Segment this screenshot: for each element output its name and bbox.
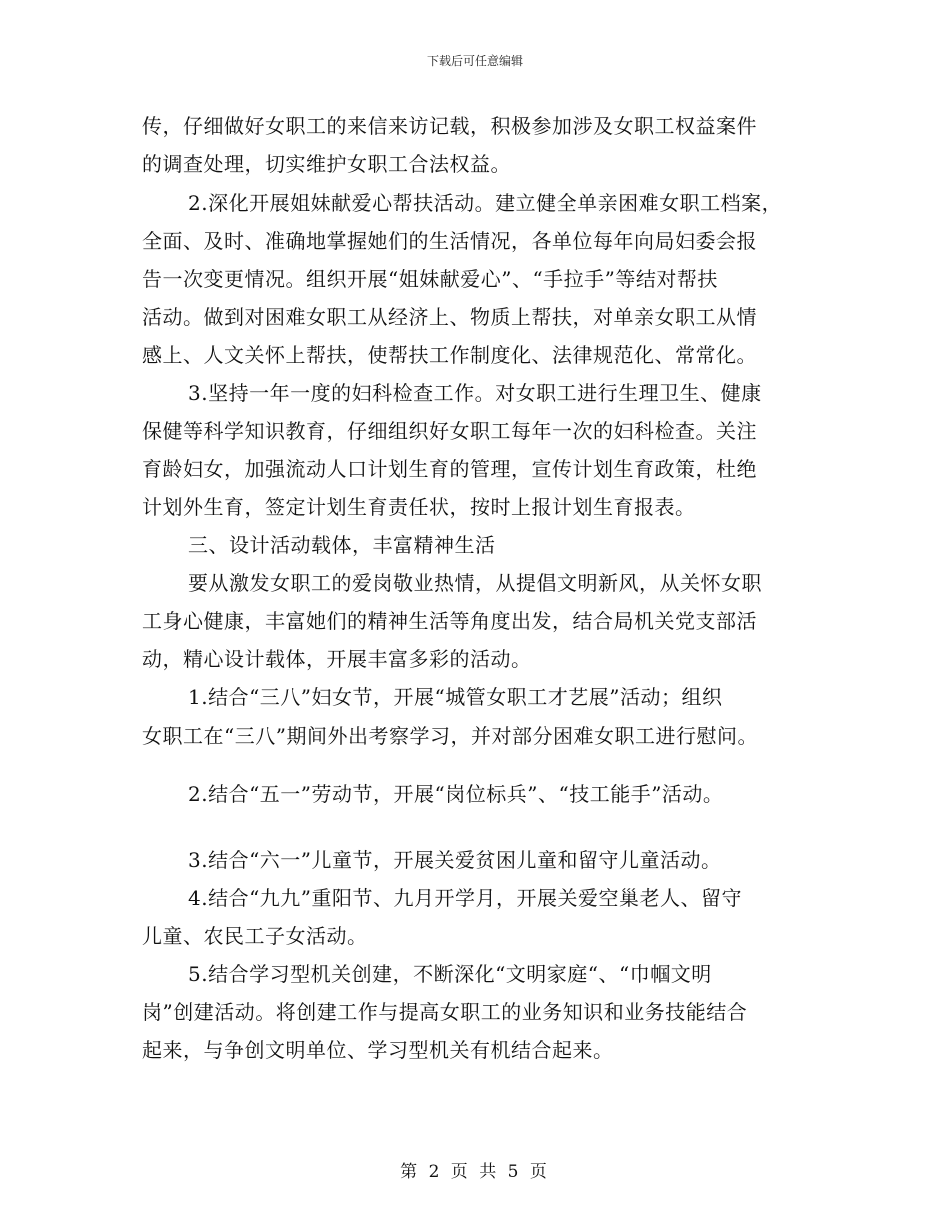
body-line: 1.结合“三八”妇女节，开展“城管女职工才艺展”活动；组织 bbox=[188, 685, 723, 709]
body-line: 保健等科学知识教育，仔细组织好女职工每年一次的妇科检查。关注 bbox=[142, 419, 757, 443]
body-line: 计划外生育，签定计划生育责任状，按时上报计划生育报表。 bbox=[142, 495, 696, 519]
section-heading: 三、设计活动载体，丰富精神生活 bbox=[188, 533, 496, 557]
body-line: 工身心健康，丰富她们的精神生活等角度出发，结合局机关党支部活 bbox=[142, 609, 757, 633]
body-line: 告一次变更情况。组织开展“姐妹献爱心”、“手拉手”等结对帮扶 bbox=[142, 267, 718, 291]
body-line: 2.结合“五一”劳动节，开展“岗位标兵”、“技工能手”活动。 bbox=[188, 782, 724, 806]
body-line: 的调查处理，切实维护女职工合法权益。 bbox=[142, 152, 511, 176]
page-footer: 第 2 页 共 5 页 bbox=[400, 1162, 550, 1182]
body-line: 3.结合“六一”儿童节，开展关爱贫困儿童和留守儿童活动。 bbox=[188, 848, 722, 872]
body-line: 活动。做到对困难女职工从经济上、物质上帮扶，对单亲女职工从情 bbox=[142, 305, 757, 329]
body-line: 感上、人文关怀上帮扶，使帮扶工作制度化、法律规范化、常常化。 bbox=[142, 343, 757, 367]
body-line: 岗”创建活动。将创建工作与提高女职工的业务知识和业务技能结合 bbox=[142, 1000, 748, 1024]
body-line: 传，仔细做好女职工的来信来访记载，积极参加涉及女职工权益案件 bbox=[142, 114, 757, 138]
body-line: 起来，与争创文明单位、学习型机关有机结合起来。 bbox=[142, 1038, 614, 1062]
body-line: 育龄妇女，加强流动人口计划生育的管理，宣传计划生育政策，杜绝 bbox=[142, 457, 757, 481]
body-line: 3.坚持一年一度的妇科检查工作。对女职工进行生理卫生、健康 bbox=[188, 381, 762, 405]
body-line: 动，精心设计载体，开展丰富多彩的活动。 bbox=[142, 647, 532, 671]
body-line: 2.深化开展姐妹献爱心帮扶活动。建立健全单亲困难女职工档案， bbox=[188, 191, 783, 215]
body-line: 5.结合学习型机关创建，不断深化“文明家庭“、“巾帼文明 bbox=[188, 962, 712, 986]
page-header: 下载后可任意编辑 bbox=[426, 54, 523, 68]
body-line: 女职工在“三八”期间外出考察学习，并对部分困难女职工进行慰问。 bbox=[142, 724, 758, 748]
body-line: 全面、及时、准确地掌握她们的生活情况，各单位每年向局妇委会报 bbox=[142, 229, 757, 253]
body-line: 要从激发女职工的爱岗敬业热情，从提倡文明新风，从关怀女职 bbox=[188, 571, 762, 595]
body-line: 4.结合“九九”重阳节、九月开学月，开展关爱空巢老人、留守 bbox=[188, 886, 743, 910]
body-line: 儿童、农民工子女活动。 bbox=[142, 924, 368, 948]
